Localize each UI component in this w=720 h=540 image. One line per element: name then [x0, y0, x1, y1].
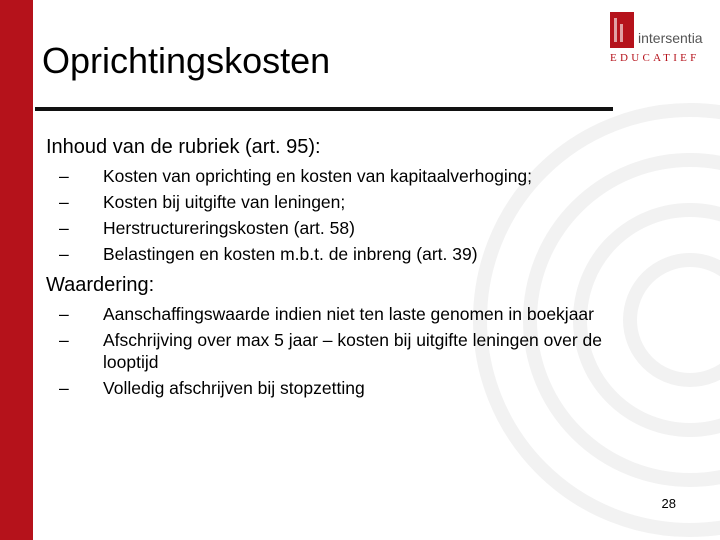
list-item — [59, 377, 606, 399]
list-item-text: Herstructureringskosten (art. 58) — [103, 218, 355, 238]
list-item-text: Afschrijving over max 5 jaar – kosten bij uitgifte leningen over de looptijd — [103, 330, 603, 372]
intersentia-logo — [610, 12, 710, 66]
bullet-list — [46, 165, 606, 265]
bullet-dash: – — [59, 192, 69, 212]
list-item-text: Volledig afschrijven bij stopzetting — [103, 378, 365, 398]
list-item-text: Kosten bij uitgifte van leningen; — [103, 192, 346, 212]
section-valuation — [46, 273, 606, 399]
logo-tagline-text: EDUCATIEF — [610, 52, 700, 64]
left-accent-bar — [0, 0, 33, 540]
section-contents — [46, 135, 606, 265]
bullet-dash: – — [59, 378, 69, 398]
logo-brand-text: intersentia — [638, 30, 703, 46]
bullet-dash: – — [59, 244, 69, 264]
bullet-dash: – — [59, 218, 69, 238]
list-item — [59, 243, 606, 265]
logo-mark-icon — [610, 12, 634, 48]
list-item — [59, 303, 606, 325]
slide-title: Oprichtingskosten — [42, 40, 331, 81]
bullet-list — [46, 303, 606, 399]
list-item-text: Kosten van oprichting en kosten van kapitaalverhoging; — [103, 166, 533, 186]
list-item — [59, 329, 606, 373]
bullet-dash: – — [59, 166, 69, 186]
title-underline — [35, 107, 613, 111]
slide-content — [46, 135, 606, 407]
list-item — [59, 191, 606, 213]
list-item — [59, 217, 606, 239]
list-item-text: Aanschaffingswaarde indien niet ten laste genomen in boekjaar — [103, 304, 594, 324]
bullet-dash: – — [59, 304, 69, 324]
section-heading: Waardering: — [46, 274, 155, 296]
page-number: 28 — [661, 496, 676, 511]
list-item — [59, 165, 606, 187]
section-heading: Inhoud van de rubriek (art. 95): — [46, 136, 321, 158]
bullet-dash: – — [59, 330, 69, 350]
list-item-text: Belastingen en kosten m.b.t. de inbreng (art. 39) — [103, 244, 478, 264]
